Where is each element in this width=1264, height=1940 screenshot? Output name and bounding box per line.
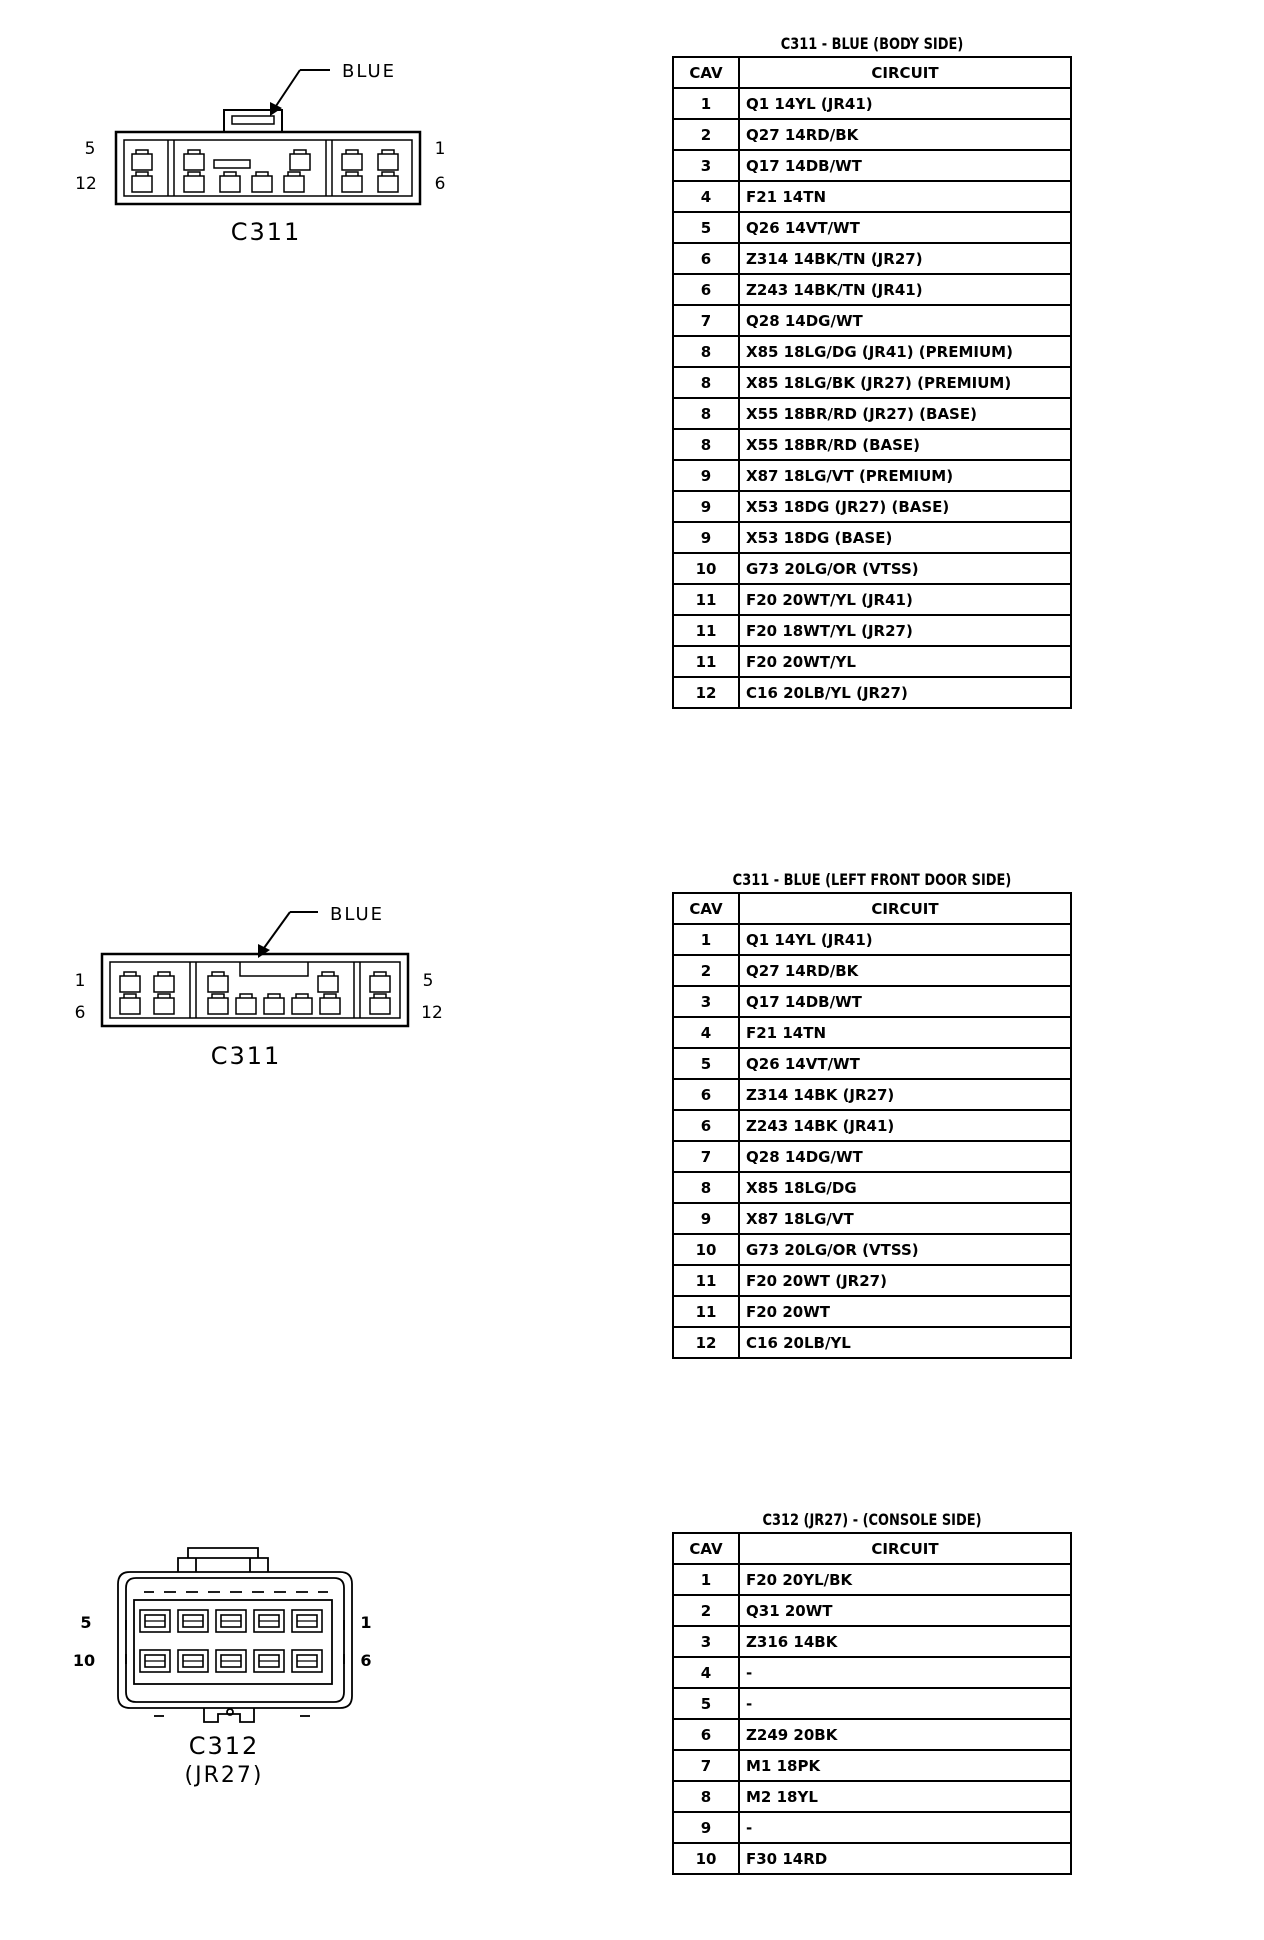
table-row [673,460,1071,491]
pin-label-top-right: 1 [434,139,446,159]
cell-circuit: Q27 14RD/BK [739,955,1071,986]
table-row [673,1141,1071,1172]
cell-cav: 9 [673,460,739,491]
table-row [673,212,1071,243]
cell-cav: 7 [673,1750,739,1781]
pinout-table-c311-body [672,32,1072,709]
cell-cav: 12 [673,677,739,708]
table-title: C311 - BLUE (BODY SIDE) [780,34,964,53]
cell-circuit: Z314 14BK/TN (JR27) [739,243,1071,274]
cell-circuit: X85 18LG/DG (JR41) (PREMIUM) [739,336,1071,367]
connector-diagram-c312 [0,1520,560,1800]
cell-cav: 1 [673,1564,739,1595]
cell-circuit: Q26 14VT/WT [739,212,1071,243]
table-row [673,1843,1071,1874]
table-row [673,1079,1071,1110]
table-row [673,398,1071,429]
table-row [673,1812,1071,1843]
connector-name: C312 [188,1732,260,1760]
cell-circuit: G73 20LG/OR (VTSS) [739,553,1071,584]
cell-circuit: F30 14RD [739,1843,1071,1874]
table-row [673,243,1071,274]
cell-cav: 2 [673,955,739,986]
table-row [673,1595,1071,1626]
pin-label-bottom-left: 12 [75,174,97,194]
cell-circuit: X55 18BR/RD (JR27) (BASE) [739,398,1071,429]
cell-circuit: Z243 14BK (JR41) [739,1110,1071,1141]
cell-cav: 5 [673,212,739,243]
cell-cav: 11 [673,615,739,646]
cell-circuit: Q27 14RD/BK [739,119,1071,150]
cell-circuit: C16 20LB/YL (JR27) [739,677,1071,708]
connector-subtitle: (JR27) [184,1763,264,1788]
cell-cav: 11 [673,1296,739,1327]
table-row [673,955,1071,986]
cell-cav: 9 [673,1203,739,1234]
pin-label-bottom-right: 12 [421,1003,443,1023]
cell-cav: 5 [673,1048,739,1079]
cell-cav: 7 [673,305,739,336]
table-title: C312 (JR27) - (CONSOLE SIDE) [762,1510,982,1529]
cell-circuit: F21 14TN [739,1017,1071,1048]
connector-c312-drawing [0,1520,560,1800]
table-row [673,1750,1071,1781]
connector-c311-door-drawing [0,880,560,1080]
pin-label-bottom-right: 6 [360,1651,372,1670]
table-row [673,1172,1071,1203]
cell-circuit: X87 18LG/VT [739,1203,1071,1234]
cell-cav: 12 [673,1327,739,1358]
cell-cav: 8 [673,429,739,460]
cell-circuit: C16 20LB/YL [739,1327,1071,1358]
column-header-cav: CAV [673,57,739,88]
pin-label-top-right: 5 [422,971,434,991]
table-row [673,491,1071,522]
table-row [673,1688,1071,1719]
cell-circuit: - [739,1657,1071,1688]
cell-circuit: - [739,1688,1071,1719]
cell-circuit: Q26 14VT/WT [739,1048,1071,1079]
pin-label-bottom-right: 6 [434,174,446,194]
table-row [673,1110,1071,1141]
cell-cav: 8 [673,398,739,429]
table-row [673,274,1071,305]
column-header-cav: CAV [673,1533,739,1564]
pin-label-top-left: 5 [80,1613,92,1632]
table-row [673,553,1071,584]
table-row [673,367,1071,398]
cell-circuit: Q31 20WT [739,1595,1071,1626]
table-row [673,429,1071,460]
pin-label-top-right: 1 [360,1613,372,1632]
cell-cav: 1 [673,924,739,955]
table-row [673,1719,1071,1750]
cell-circuit: Z243 14BK/TN (JR41) [739,274,1071,305]
table-row [673,1626,1071,1657]
table-row [673,336,1071,367]
cell-circuit: F21 14TN [739,181,1071,212]
table-row [673,1234,1071,1265]
cell-circuit: X55 18BR/RD (BASE) [739,429,1071,460]
table-row [673,584,1071,615]
cell-cav: 9 [673,1812,739,1843]
pinout-table [672,1532,1072,1875]
cell-cav: 4 [673,181,739,212]
cell-cav: 11 [673,646,739,677]
pin-label-top-left: 5 [84,139,96,159]
table-row [673,181,1071,212]
cell-cav: 6 [673,274,739,305]
table-row [673,119,1071,150]
pin-label-bottom-left: 6 [74,1003,86,1023]
cell-cav: 3 [673,150,739,181]
cell-cav: 3 [673,986,739,1017]
cell-circuit: Q28 14DG/WT [739,1141,1071,1172]
table-row [673,88,1071,119]
cell-cav: 6 [673,1079,739,1110]
cell-circuit: X85 18LG/DG [739,1172,1071,1203]
pin-label-top-left: 1 [74,971,86,991]
cell-circuit: F20 20WT/YL [739,646,1071,677]
cell-circuit: G73 20LG/OR (VTSS) [739,1234,1071,1265]
cell-circuit: F20 20YL/BK [739,1564,1071,1595]
table-title: C311 - BLUE (LEFT FRONT DOOR SIDE) [732,870,1012,889]
cell-cav: 11 [673,1265,739,1296]
cell-cav: 8 [673,1781,739,1812]
cell-cav: 1 [673,88,739,119]
table-row [673,1265,1071,1296]
cell-circuit: Z249 20BK [739,1719,1071,1750]
cell-cav: 10 [673,553,739,584]
table-row [673,986,1071,1017]
table-row [673,305,1071,336]
table-header-row [673,1533,1071,1564]
cell-circuit: Q28 14DG/WT [739,305,1071,336]
cell-cav: 8 [673,1172,739,1203]
cell-circuit: Z314 14BK (JR27) [739,1079,1071,1110]
connector-name: C311 [210,1042,282,1070]
column-header-circuit: CIRCUIT [739,1533,1071,1564]
table-row [673,1327,1071,1358]
cell-cav: 7 [673,1141,739,1172]
table-row [673,1048,1071,1079]
table-row [673,615,1071,646]
pin-label-bottom-left: 10 [72,1651,96,1670]
cell-circuit: - [739,1812,1071,1843]
cell-circuit: X53 18DG (JR27) (BASE) [739,491,1071,522]
connector-color-label: BLUE [330,904,385,925]
table-row [673,677,1071,708]
cell-cav: 10 [673,1234,739,1265]
cell-cav: 2 [673,1595,739,1626]
table-row [673,1657,1071,1688]
connector-color-label: BLUE [342,61,397,82]
cell-circuit: M2 18YL [739,1781,1071,1812]
cell-cav: 10 [673,1843,739,1874]
column-header-circuit: CIRCUIT [739,893,1071,924]
cell-cav: 8 [673,367,739,398]
table-header-row [673,57,1071,88]
cell-cav: 3 [673,1626,739,1657]
table-row [673,646,1071,677]
pinout-table [672,56,1072,709]
cell-circuit: Z316 14BK [739,1626,1071,1657]
table-row [673,522,1071,553]
column-header-circuit: CIRCUIT [739,57,1071,88]
cell-circuit: X85 18LG/BK (JR27) (PREMIUM) [739,367,1071,398]
pinout-table-c312 [672,1508,1072,1875]
table-row [673,1017,1071,1048]
cell-circuit: Q17 14DB/WT [739,150,1071,181]
connector-diagram-c311-body [0,40,560,260]
pinout-table [672,892,1072,1359]
table-row [673,150,1071,181]
cell-circuit: F20 18WT/YL (JR27) [739,615,1071,646]
cell-cav: 2 [673,119,739,150]
cell-circuit: M1 18PK [739,1750,1071,1781]
cell-cav: 6 [673,1719,739,1750]
column-header-cav: CAV [673,893,739,924]
cell-cav: 4 [673,1657,739,1688]
cell-cav: 11 [673,584,739,615]
cell-cav: 9 [673,522,739,553]
connector-c311-body-drawing [0,40,560,260]
cell-circuit: Q17 14DB/WT [739,986,1071,1017]
cell-cav: 8 [673,336,739,367]
cell-cav: 9 [673,491,739,522]
cell-circuit: F20 20WT [739,1296,1071,1327]
cell-circuit: Q1 14YL (JR41) [739,88,1071,119]
cell-circuit: F20 20WT/YL (JR41) [739,584,1071,615]
cell-cav: 5 [673,1688,739,1719]
cell-circuit: Q1 14YL (JR41) [739,924,1071,955]
cell-cav: 6 [673,1110,739,1141]
table-row [673,924,1071,955]
pinout-table-c311-door [672,868,1072,1359]
cell-cav: 6 [673,243,739,274]
table-header-row [673,893,1071,924]
cell-cav: 4 [673,1017,739,1048]
cell-circuit: X53 18DG (BASE) [739,522,1071,553]
cell-circuit: F20 20WT (JR27) [739,1265,1071,1296]
cell-circuit: X87 18LG/VT (PREMIUM) [739,460,1071,491]
table-row [673,1781,1071,1812]
table-row [673,1564,1071,1595]
table-row [673,1203,1071,1234]
connector-diagram-c311-door [0,880,560,1080]
table-row [673,1296,1071,1327]
connector-name: C311 [230,218,302,246]
